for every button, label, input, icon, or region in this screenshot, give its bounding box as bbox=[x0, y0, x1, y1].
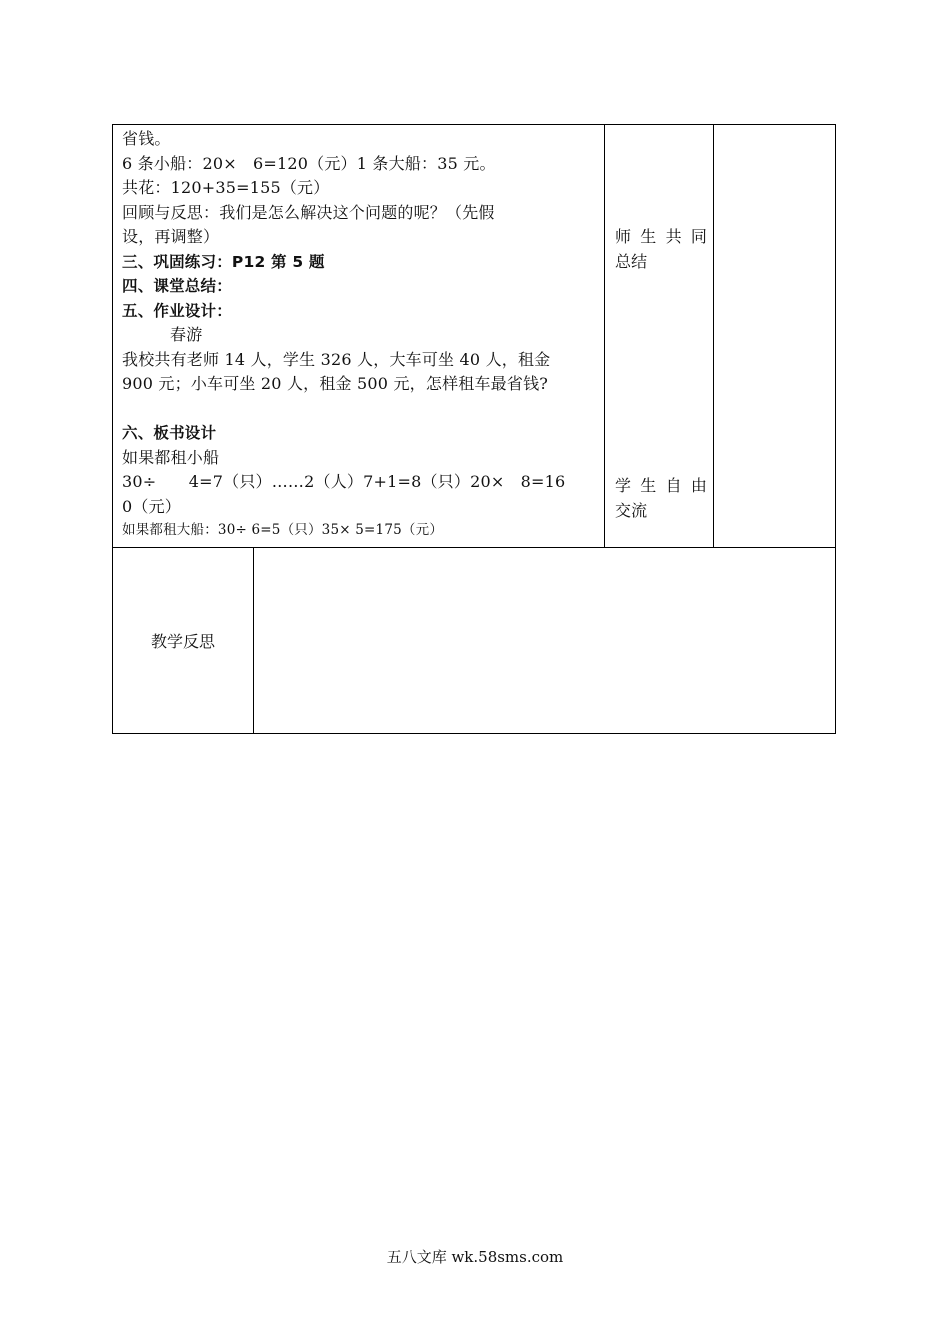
text-line: 回顾与反思：我们是怎么解决这个问题的呢？（先假 bbox=[122, 202, 495, 222]
activity-note-summary bbox=[615, 224, 707, 274]
char: 师 bbox=[615, 227, 632, 246]
text-line: 0（元） bbox=[122, 496, 181, 516]
activity-line: 总结 bbox=[615, 252, 648, 271]
char: 由 bbox=[690, 476, 707, 495]
char: 学 bbox=[615, 476, 632, 495]
text-line: 共花：120+35=155（元） bbox=[122, 178, 330, 197]
footer-watermark: 五八文库 wk.58sms.com bbox=[386, 1248, 564, 1266]
activity-line: 交流 bbox=[615, 501, 648, 520]
char: 生 bbox=[640, 476, 657, 495]
teaching-process-cell bbox=[113, 125, 605, 547]
activity-cell bbox=[605, 125, 714, 547]
text-line: 6 条小船：20× 6=120（元）1 条大船：35 元。 bbox=[122, 153, 496, 173]
section-heading-summary: 四、课堂总结： bbox=[122, 277, 232, 295]
char: 共 bbox=[665, 227, 682, 246]
text-line: 我校共有老师 14 人，学生 326 人，大车可坐 40 人，租金 bbox=[122, 349, 551, 369]
char: 同 bbox=[690, 227, 707, 246]
notes-cell bbox=[714, 125, 835, 547]
reflection-label: 教学反思 bbox=[113, 548, 254, 733]
reflection-content bbox=[254, 548, 835, 733]
lesson-plan-table bbox=[112, 124, 836, 548]
text-line-small: 如果都租大船：30÷ 6=5（只）35× 5=175（元） bbox=[122, 522, 444, 538]
activity-note-discussion bbox=[615, 473, 707, 523]
section-heading-practice: 三、巩固练习：P12 第 5 题 bbox=[122, 252, 325, 271]
blank-line bbox=[122, 397, 596, 422]
reflection-table bbox=[112, 547, 836, 734]
char: 自 bbox=[665, 476, 682, 495]
text-line: 900 元；小车可坐 20 人，租金 500 元，怎样租车最省钱? bbox=[122, 374, 549, 393]
text-line: 设，再调整） bbox=[122, 227, 220, 246]
text-line: 如果都租小船 bbox=[122, 447, 220, 467]
text-line: 省钱。 bbox=[122, 129, 171, 148]
section-heading-homework: 五、作业设计： bbox=[122, 301, 232, 320]
char: 生 bbox=[640, 227, 657, 246]
text-line: 30÷ 4=7（只）……2（人）7+1=8（只）20× 8=16 bbox=[122, 472, 566, 491]
section-heading-board: 六、板书设计 bbox=[122, 424, 217, 442]
homework-title: 春游 bbox=[170, 325, 203, 344]
